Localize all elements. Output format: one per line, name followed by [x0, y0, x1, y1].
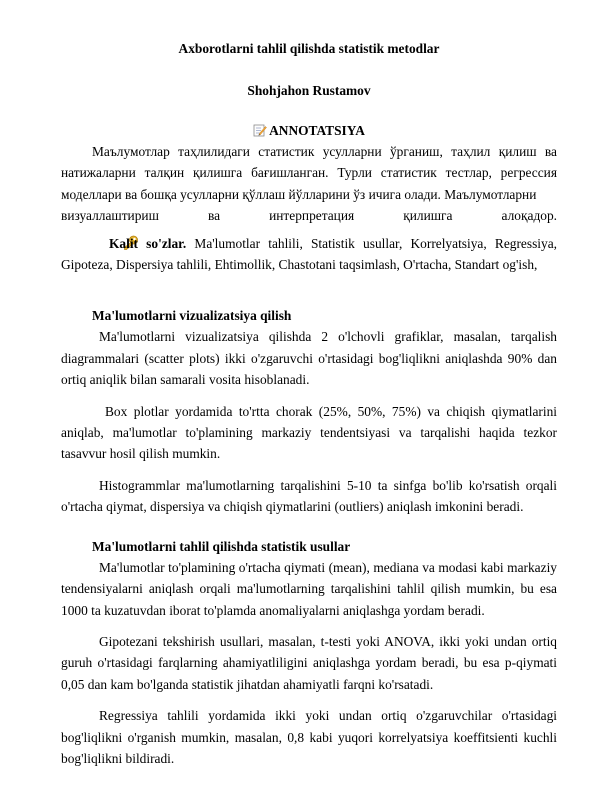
annotation-text: Маълумотлар таҳлилидаги статистик усулларни ўрганиш, таҳлил қилиш ва натижаларни талқин қилишга бағишланган. Турли статистик тестлар, регрессия моделлари ва бошқа усулларни қўллаш йўлларини ўз ичига олади. Маълумотларни: [61, 144, 557, 202]
document-page: [61, 38, 557, 769]
paragraph: Gipotezani tekshirish usullari, masalan, t-testi yoki ANOVA, ikki yoki undan ortiq guruh o'rtasidagi farqlarning ahamiyatliligini aniqlashga yordam beradi, bu esa p-qiymati 0,05 dan kam bo'lganda statistik jihatdan ahamiyatli farqni ko'rsatadi.: [61, 633, 557, 692]
keywords-paragraph: [61, 233, 557, 276]
annotation-text-last-line: визуаллаштириш ва интерпретация қилишга алоқадор.: [61, 208, 557, 224]
section-heading-statistical-methods: Ma'lumotlarni tahlil qilishda statistik usullar: [92, 538, 351, 554]
document-title: Axborotlarni tahlil qilishda statistik metodlar: [178, 41, 440, 56]
paragraph: Ma'lumotlar to'plamining o'rtacha qiymati (mean), mediana va modasi kabi markaziy tendensiyalarni aniqlash orqali ma'lumotlarning tarqalishini tahlil qilish mumkin, bu esa 1000 ta kuzatuvdan iborat to'plamda anomaliyalarni aniqlashga yordam beradi.: [61, 559, 557, 618]
annotation-heading-row: [61, 120, 557, 141]
paragraph: Histogrammlar ma'lumotlarning tarqalishini 5-10 ta sinfga bo'lib ko'rsatish orqali o'rtacha qiymat, dispersiya va chiqish qiymatlarini (outliers) aniqlash imkonini beradi.: [61, 477, 557, 515]
section-heading-visualization: Ma'lumotlarni vizualizatsiya qilish: [92, 308, 292, 324]
keywords-text: Ma'lumotlar tahlili, Statistik usullar, Korrelyatsiya, Regressiya, Gipoteza, Dispersiya tahlili, Ehtimollik, Chastotani taqsimlash, O'rtacha, Standart og'ish,: [61, 235, 557, 273]
paragraph: Box plotlar yordamida to'rtta chorak (25%, 50%, 75%) va chiqish qiymatlarini aniqlab, ma'lumotlar to'plamining markaziy tendentsiyasi va tarqalishi haqida tezkor tasavvur hosil qilish mumkin.: [61, 403, 557, 462]
paragraph: Ma'lumotlarni vizualizatsiya qilishda 2 o'lchovli grafiklar, masalan, tarqalish diagrammalari (scatter plots) ikki o'zgaruvchi o'rtasidagi bog'liqlikni aniqlashda 90% dan ortiq aniqlik bilan samarali vosita hisoblanadi.: [61, 329, 557, 388]
annotation-heading: ANNOTATSIYA: [269, 123, 365, 138]
memo-icon: [253, 122, 267, 136]
author-name: Shohjahon Rustamov: [247, 83, 371, 98]
key-icon: [92, 235, 108, 250]
paragraph: Regressiya tahlili yordamida ikki yoki undan ortiq o'zgaruvchilar o'rtasidagi bog'liqlikni o'rganish mumkin, masalan, 0,8 kabi yuqori korrelyatsiya koeffitsienti kuchli bog'liqlikni bildiradi.: [61, 708, 557, 766]
keywords-label: Kalit so'zlar.: [109, 235, 187, 251]
